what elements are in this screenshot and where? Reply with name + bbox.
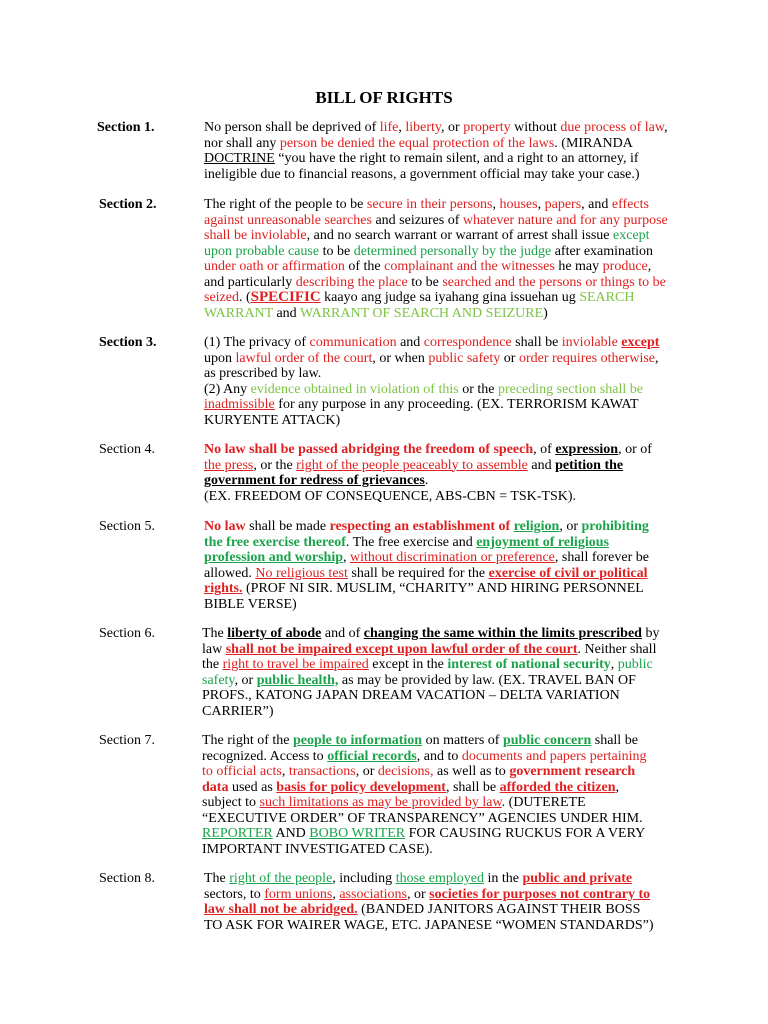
text-run: right of the people [229, 871, 333, 886]
text-run: right of the people peaceably to assemble [296, 457, 528, 473]
text-run: or the [458, 381, 498, 397]
text-run: , shall be [445, 779, 500, 795]
text-run: shall be made [245, 519, 330, 534]
text-run: , [492, 197, 500, 212]
text-run: life [379, 120, 399, 135]
text-run: the [202, 657, 223, 672]
text-run: basis for policy development [276, 779, 446, 795]
text-run: , or [441, 120, 464, 135]
section-label: Section 6. [99, 626, 155, 641]
text-run: shall be required for the [347, 565, 489, 581]
text-run: person be denied the equal protection of the laws [279, 135, 555, 151]
text-run: , or the [253, 457, 297, 473]
text-run: evidence obtained in violation of this [250, 381, 459, 397]
section-text [204, 871, 724, 933]
text-run: correspondence [423, 335, 512, 350]
text-run: societies for purposes not contrary to [429, 886, 651, 902]
text-run: shall be inviolable [204, 228, 307, 243]
text-run: The right of the people to be [204, 197, 367, 212]
text-run: describing the place [295, 274, 408, 290]
text-run: those employed [395, 871, 484, 886]
text-run: KURYENTE ATTACK) [204, 412, 341, 428]
text-run: law shall not be abridged. [204, 902, 358, 917]
text-run: IMPORTANT INVESTIGATED CASE). [202, 841, 433, 857]
text-run: and particularly [204, 274, 296, 290]
text-run: official records [327, 748, 417, 764]
text-run: , [332, 886, 340, 902]
text-run: in the [483, 871, 523, 886]
text-run: preceding section shall be [497, 381, 643, 397]
text-run: to be [319, 243, 354, 259]
text-run: , including [332, 871, 396, 886]
text-run: . [424, 473, 429, 488]
text-run: , and no search warrant or warrant of arrest shall issue [306, 228, 613, 243]
text-run: , or [355, 764, 378, 779]
text-run: property [463, 120, 511, 135]
section-label: Section 5. [99, 519, 155, 534]
text-run: , [398, 120, 406, 135]
text-run: and [272, 305, 300, 321]
text-run: SEARCH [579, 290, 635, 305]
section-label: Section 7. [99, 733, 155, 748]
text-run: kaayo ang judge sa iyahang gina issuehan ug [320, 290, 580, 305]
text-run: right to travel be impaired [222, 657, 369, 672]
text-run: of the [344, 259, 385, 274]
text-run: shall be [511, 335, 562, 350]
text-run: , [647, 259, 652, 274]
text-run: whatever nature and for any purpose [462, 212, 668, 228]
text-run: The [204, 871, 230, 886]
text-run: inviolable [561, 335, 618, 350]
text-run: , or when [372, 350, 429, 366]
text-run: BOBO WRITER [309, 826, 406, 841]
text-run: . ( [238, 290, 251, 305]
text-run: recognized. Access to [202, 748, 328, 764]
text-run: (EX. FREEDOM OF CONSEQUENCE, ABS-CBN = TSK-TSK). [204, 488, 577, 504]
text-run: AND [272, 826, 310, 841]
text-run: without discrimination or preference [350, 550, 555, 565]
text-run: CARRIER”) [202, 703, 274, 719]
text-run: by [641, 626, 660, 641]
text-run: The [202, 626, 228, 641]
title-text: BILL OF RIGHTS [315, 88, 453, 107]
text-run: seized [204, 290, 239, 305]
text-run: (2) Any [204, 381, 251, 397]
section-text [204, 197, 724, 321]
text-run: government research [509, 764, 636, 779]
text-run: WARRANT [204, 305, 273, 321]
text-run: No person shall be deprived of [204, 120, 380, 135]
text-run: searched and the persons or things to be [442, 274, 666, 290]
text-run: . The free exercise and [345, 534, 477, 550]
text-run: , or [406, 886, 430, 902]
text-run: , [343, 550, 351, 565]
text-run: No law shall be passed abridging the freedom of speech [204, 442, 534, 457]
text-run: (1) The privacy of [204, 335, 310, 350]
text-run: law [202, 641, 226, 657]
text-run: decisions, [377, 764, 434, 779]
text-run: except [612, 228, 650, 243]
text-run: No religious test [255, 565, 348, 581]
text-run: . ( [554, 135, 566, 151]
section-text [202, 626, 722, 719]
text-run: WARRANT OF SEARCH AND SEIZURE [299, 305, 544, 321]
section-text [204, 120, 724, 182]
text-run: “EXECUTIVE ORDER” OF TRANSPARENCY” AGENCIES UNDER HIM. [202, 810, 643, 826]
text-run: , and [581, 197, 612, 212]
section-label: Section 1. [97, 120, 155, 135]
text-run: order requires otherwise [518, 350, 655, 366]
text-run: transactions [288, 764, 356, 779]
text-run: The right of the [202, 733, 293, 748]
text-run: ) [543, 305, 548, 321]
text-run: associations [339, 886, 407, 902]
text-run: expression [555, 442, 619, 457]
text-run: government for redress of grievances [204, 473, 425, 488]
text-run: afforded the citizen [499, 779, 616, 795]
text-run: , or [234, 672, 257, 688]
text-run: public health, [256, 672, 339, 688]
text-run: religion [513, 519, 560, 534]
text-run: No law [204, 519, 246, 534]
section-label: Section 2. [99, 197, 157, 212]
text-run: (PROF NI SIR. MUSLIM, “CHARITY” AND HIRING PERSONNEL [242, 581, 644, 596]
text-run: produce [602, 259, 648, 274]
text-run: , [615, 779, 619, 795]
text-run: REPORTER [202, 826, 273, 841]
text-run: due process of law [560, 120, 665, 135]
text-run: , [664, 120, 668, 135]
text-run: sectors, to [204, 886, 265, 902]
text-run: lawful order of the court [235, 350, 373, 366]
text-run: as well as to [433, 764, 510, 779]
text-run: , and to [416, 748, 462, 764]
text-run: and seizures of [371, 212, 463, 228]
text-run: and [396, 335, 424, 350]
text-run: changing the same within the limits prescribed [363, 626, 642, 641]
section-label: Section 3. [99, 335, 157, 350]
text-run: shall be [591, 733, 638, 748]
text-run: safety [202, 672, 235, 688]
text-run: respecting an establishment of [329, 519, 511, 534]
text-run: prohibiting [581, 519, 649, 534]
text-run: upon probable cause [204, 243, 320, 259]
section-label: Section 4. [99, 442, 155, 457]
text-run: the press [204, 457, 254, 473]
text-run: public [617, 657, 653, 672]
text-run: communication [309, 335, 397, 350]
text-run: shall not be impaired except upon lawful order of the court [225, 641, 578, 657]
text-run: to official acts [202, 764, 282, 779]
text-run: FOR CAUSING RUCKUS FOR A VERY [405, 826, 646, 841]
text-run: on matters of [422, 733, 503, 748]
text-run: allowed. [204, 565, 256, 581]
text-run: profession and worship [204, 550, 344, 565]
text-run: papers [544, 197, 582, 212]
text-run: (BANDED JANITORS AGAINST THEIR BOSS [357, 902, 641, 917]
text-run: effects [611, 197, 649, 212]
text-run: the free exercise thereof [204, 534, 346, 550]
text-run: , [537, 197, 545, 212]
text-run: . Neither shall [577, 641, 657, 657]
text-run: , [655, 350, 659, 366]
text-run: nor shall any [204, 135, 280, 151]
section-text [204, 519, 724, 612]
text-run: ineligible due to financial reasons, a government official may take your case.) [204, 166, 640, 182]
text-run: form unions [264, 886, 333, 902]
text-run: BIBLE VERSE) [204, 596, 297, 612]
text-run: , or [559, 519, 582, 534]
text-run: public safety [428, 350, 501, 366]
text-run: as prescribed by law. [204, 366, 322, 381]
text-run: against unreasonable searches [204, 212, 372, 228]
text-run: DOCTRINE [204, 151, 275, 166]
text-run: determined personally by the judge [353, 243, 552, 259]
text-run: he may [554, 259, 603, 274]
section-text [202, 733, 722, 857]
text-run: or [500, 350, 519, 366]
text-run: PROFS., KATONG JAPAN DREAM VACATION – DELTA VARIATION [202, 688, 620, 703]
text-run: without [510, 120, 561, 135]
text-run: secure in their persons [366, 197, 493, 212]
text-run: , or of [618, 442, 652, 457]
text-run: MIRANDA [565, 135, 633, 151]
text-run: , shall forever be [554, 550, 649, 565]
text-run: except [621, 335, 660, 350]
text-run: inadmissible [204, 397, 275, 412]
text-run: documents and papers pertaining [461, 748, 647, 764]
text-run: and of [321, 626, 364, 641]
text-run: interest of national security [447, 657, 611, 672]
text-run: public and private [522, 871, 633, 886]
text-run: people to information [292, 733, 423, 748]
text-run: rights. [204, 581, 243, 596]
text-run: enjoyment of religious [476, 534, 609, 550]
text-run: , [281, 764, 289, 779]
text-run: under oath or affirmation [204, 259, 345, 274]
text-run: SPECIFIC [250, 289, 321, 305]
text-run: as may be provided by law. (EX. TRAVEL BAN OF [338, 672, 636, 688]
text-run: liberty of abode [227, 626, 322, 641]
text-run: TO ASK FOR WAIRER WAGE, ETC. JAPANESE “WOMEN STANDARDS”) [204, 917, 654, 933]
text-run: upon [204, 350, 236, 366]
section-label: Section 8. [99, 871, 155, 886]
text-run: , [610, 657, 618, 672]
text-run: , of [533, 442, 556, 457]
text-run: houses [499, 197, 538, 212]
text-run: except in the [368, 657, 448, 672]
text-run: subject to [202, 795, 260, 810]
text-run: public concern [502, 733, 592, 748]
text-run: used as [228, 779, 277, 795]
page-title [0, 88, 768, 108]
text-run: liberty [405, 120, 442, 135]
text-run: data [202, 779, 229, 795]
section-text [204, 335, 724, 428]
text-run: such limitations as may be provided by law [259, 795, 502, 810]
text-run: and [527, 457, 556, 473]
text-run: after examination [551, 243, 654, 259]
text-run: petition the [555, 457, 624, 473]
text-run: for any purpose in any proceeding. (EX. TERRORISM KAWAT [274, 397, 639, 412]
text-run: “you have the right to remain silent, and a right to an attorney, if [274, 151, 639, 166]
text-run: exercise of civil or political [488, 565, 648, 581]
section-text [204, 442, 724, 504]
text-run: to be [407, 274, 443, 290]
text-run: complainant and the witnesses [384, 259, 555, 274]
text-run: . (DUTERETE [501, 795, 586, 810]
